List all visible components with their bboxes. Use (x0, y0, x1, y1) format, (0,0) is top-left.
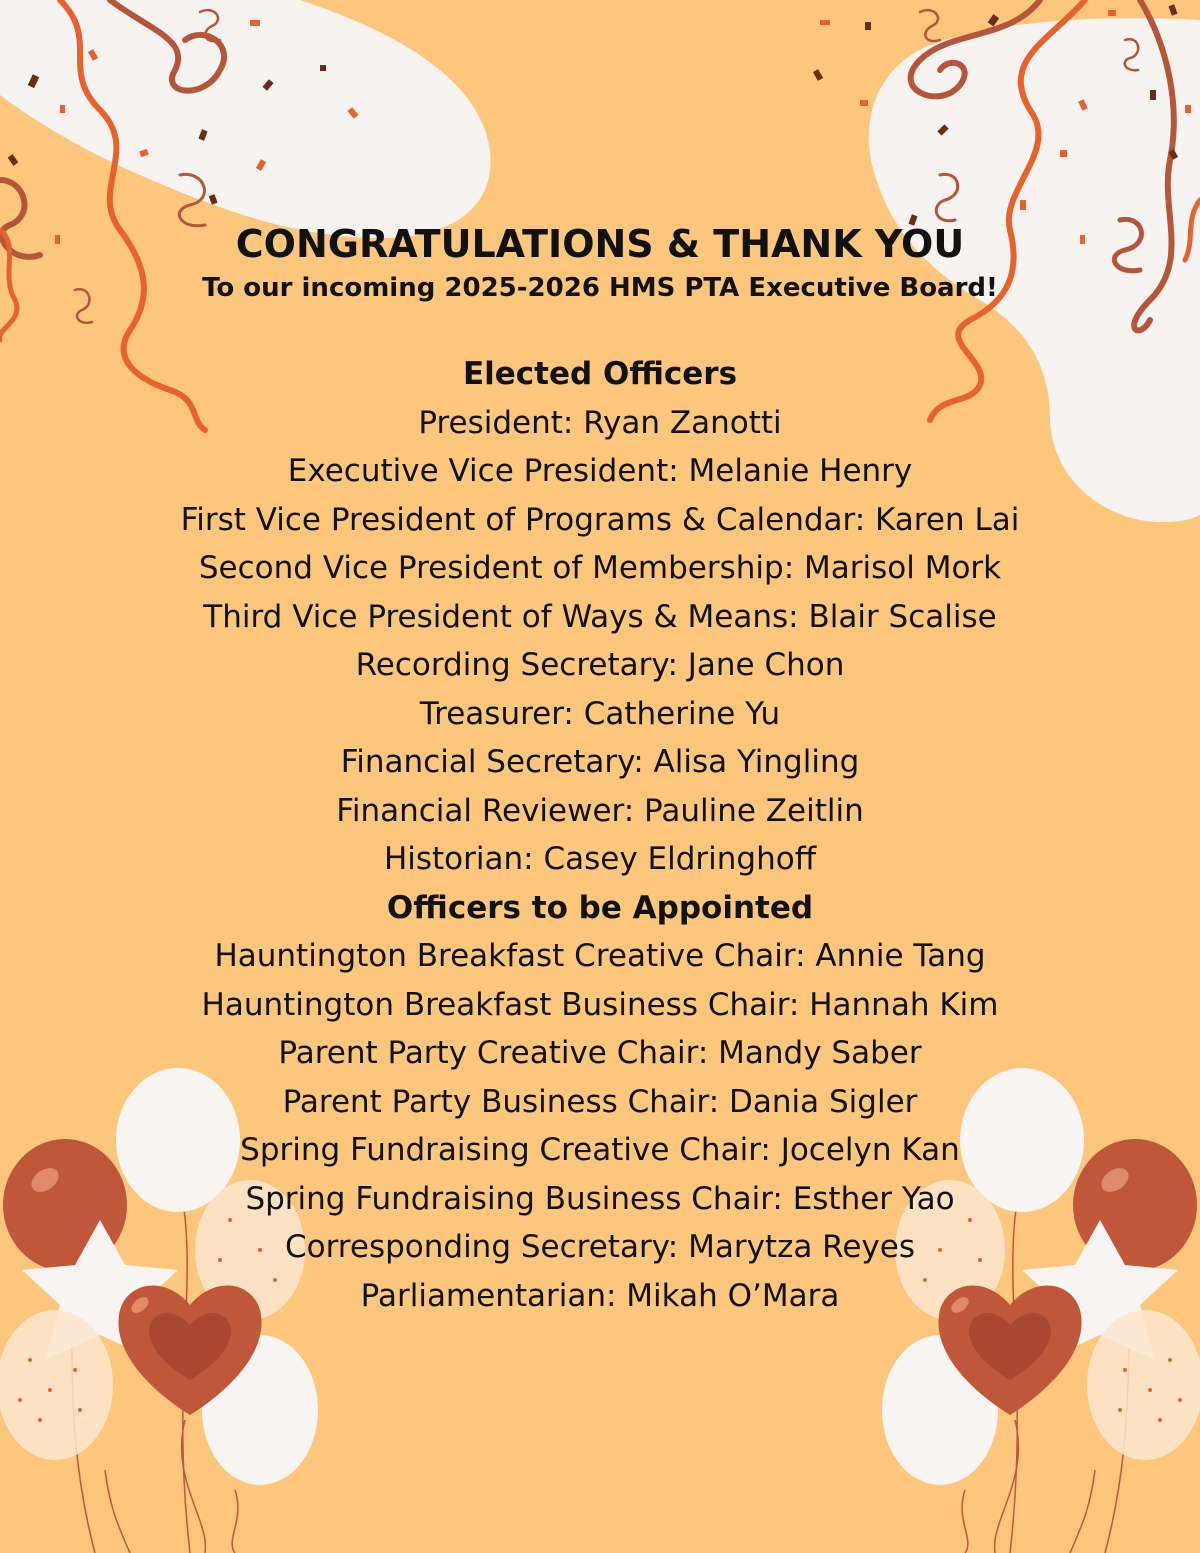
officer-entry: Parent Party Business Chair: Dania Sigler (282, 1083, 918, 1120)
page-title: CONGRATULATIONS & THANK YOU (235, 222, 965, 266)
officer-entry: Parent Party Creative Chair: Mandy Saber (278, 1035, 922, 1071)
officer-entry: Spring Fundraising Business Chair: Esther Yao (245, 1180, 955, 1217)
officer-entry: Historian: Casey Eldringhoff (383, 841, 817, 877)
announcement-content (0, 220, 1200, 1320)
page-subtitle: To our incoming 2025-2026 HMS PTA Executive Board! (202, 273, 998, 303)
officer-entry: Second Vice President of Membership: Marisol Mork (198, 550, 1002, 586)
appointed-officers-heading: Officers to be Appointed (386, 889, 814, 926)
officer-entry: President: Ryan Zanotti (418, 404, 782, 441)
officer-entry: Corresponding Secretary: Marytza Reyes (285, 1229, 915, 1265)
top-left-blob-shape (0, 0, 491, 238)
officer-entry: Executive Vice President: Melanie Henry (287, 453, 913, 489)
officer-entry: Hauntington Breakfast Business Chair: Hannah Kim (201, 986, 999, 1023)
elected-officers-heading: Elected Officers (462, 356, 738, 392)
officer-entry: Parliamentarian: Mikah O’Mara (360, 1277, 840, 1314)
officer-entry: Financial Reviewer: Pauline Zeitlin (336, 792, 864, 829)
elected-officers-list (0, 399, 1200, 884)
spacer (0, 306, 1200, 350)
officer-entry: First Vice President of Programs & Calendar: Karen Lai (180, 501, 1020, 538)
officer-entry: Third Vice President of Ways & Means: Blair Scalise (203, 598, 997, 635)
officer-entry: Treasurer: Catherine Yu (419, 695, 781, 732)
appointed-officers-list (0, 932, 1200, 1320)
officer-entry: Hauntington Breakfast Creative Chair: Annie Tang (214, 938, 986, 974)
officer-entry: Recording Secretary: Jane Chon (355, 647, 845, 683)
officer-entry: Financial Secretary: Alisa Yingling (340, 744, 860, 780)
officer-entry: Spring Fundraising Creative Chair: Jocelyn Kan (240, 1132, 960, 1168)
